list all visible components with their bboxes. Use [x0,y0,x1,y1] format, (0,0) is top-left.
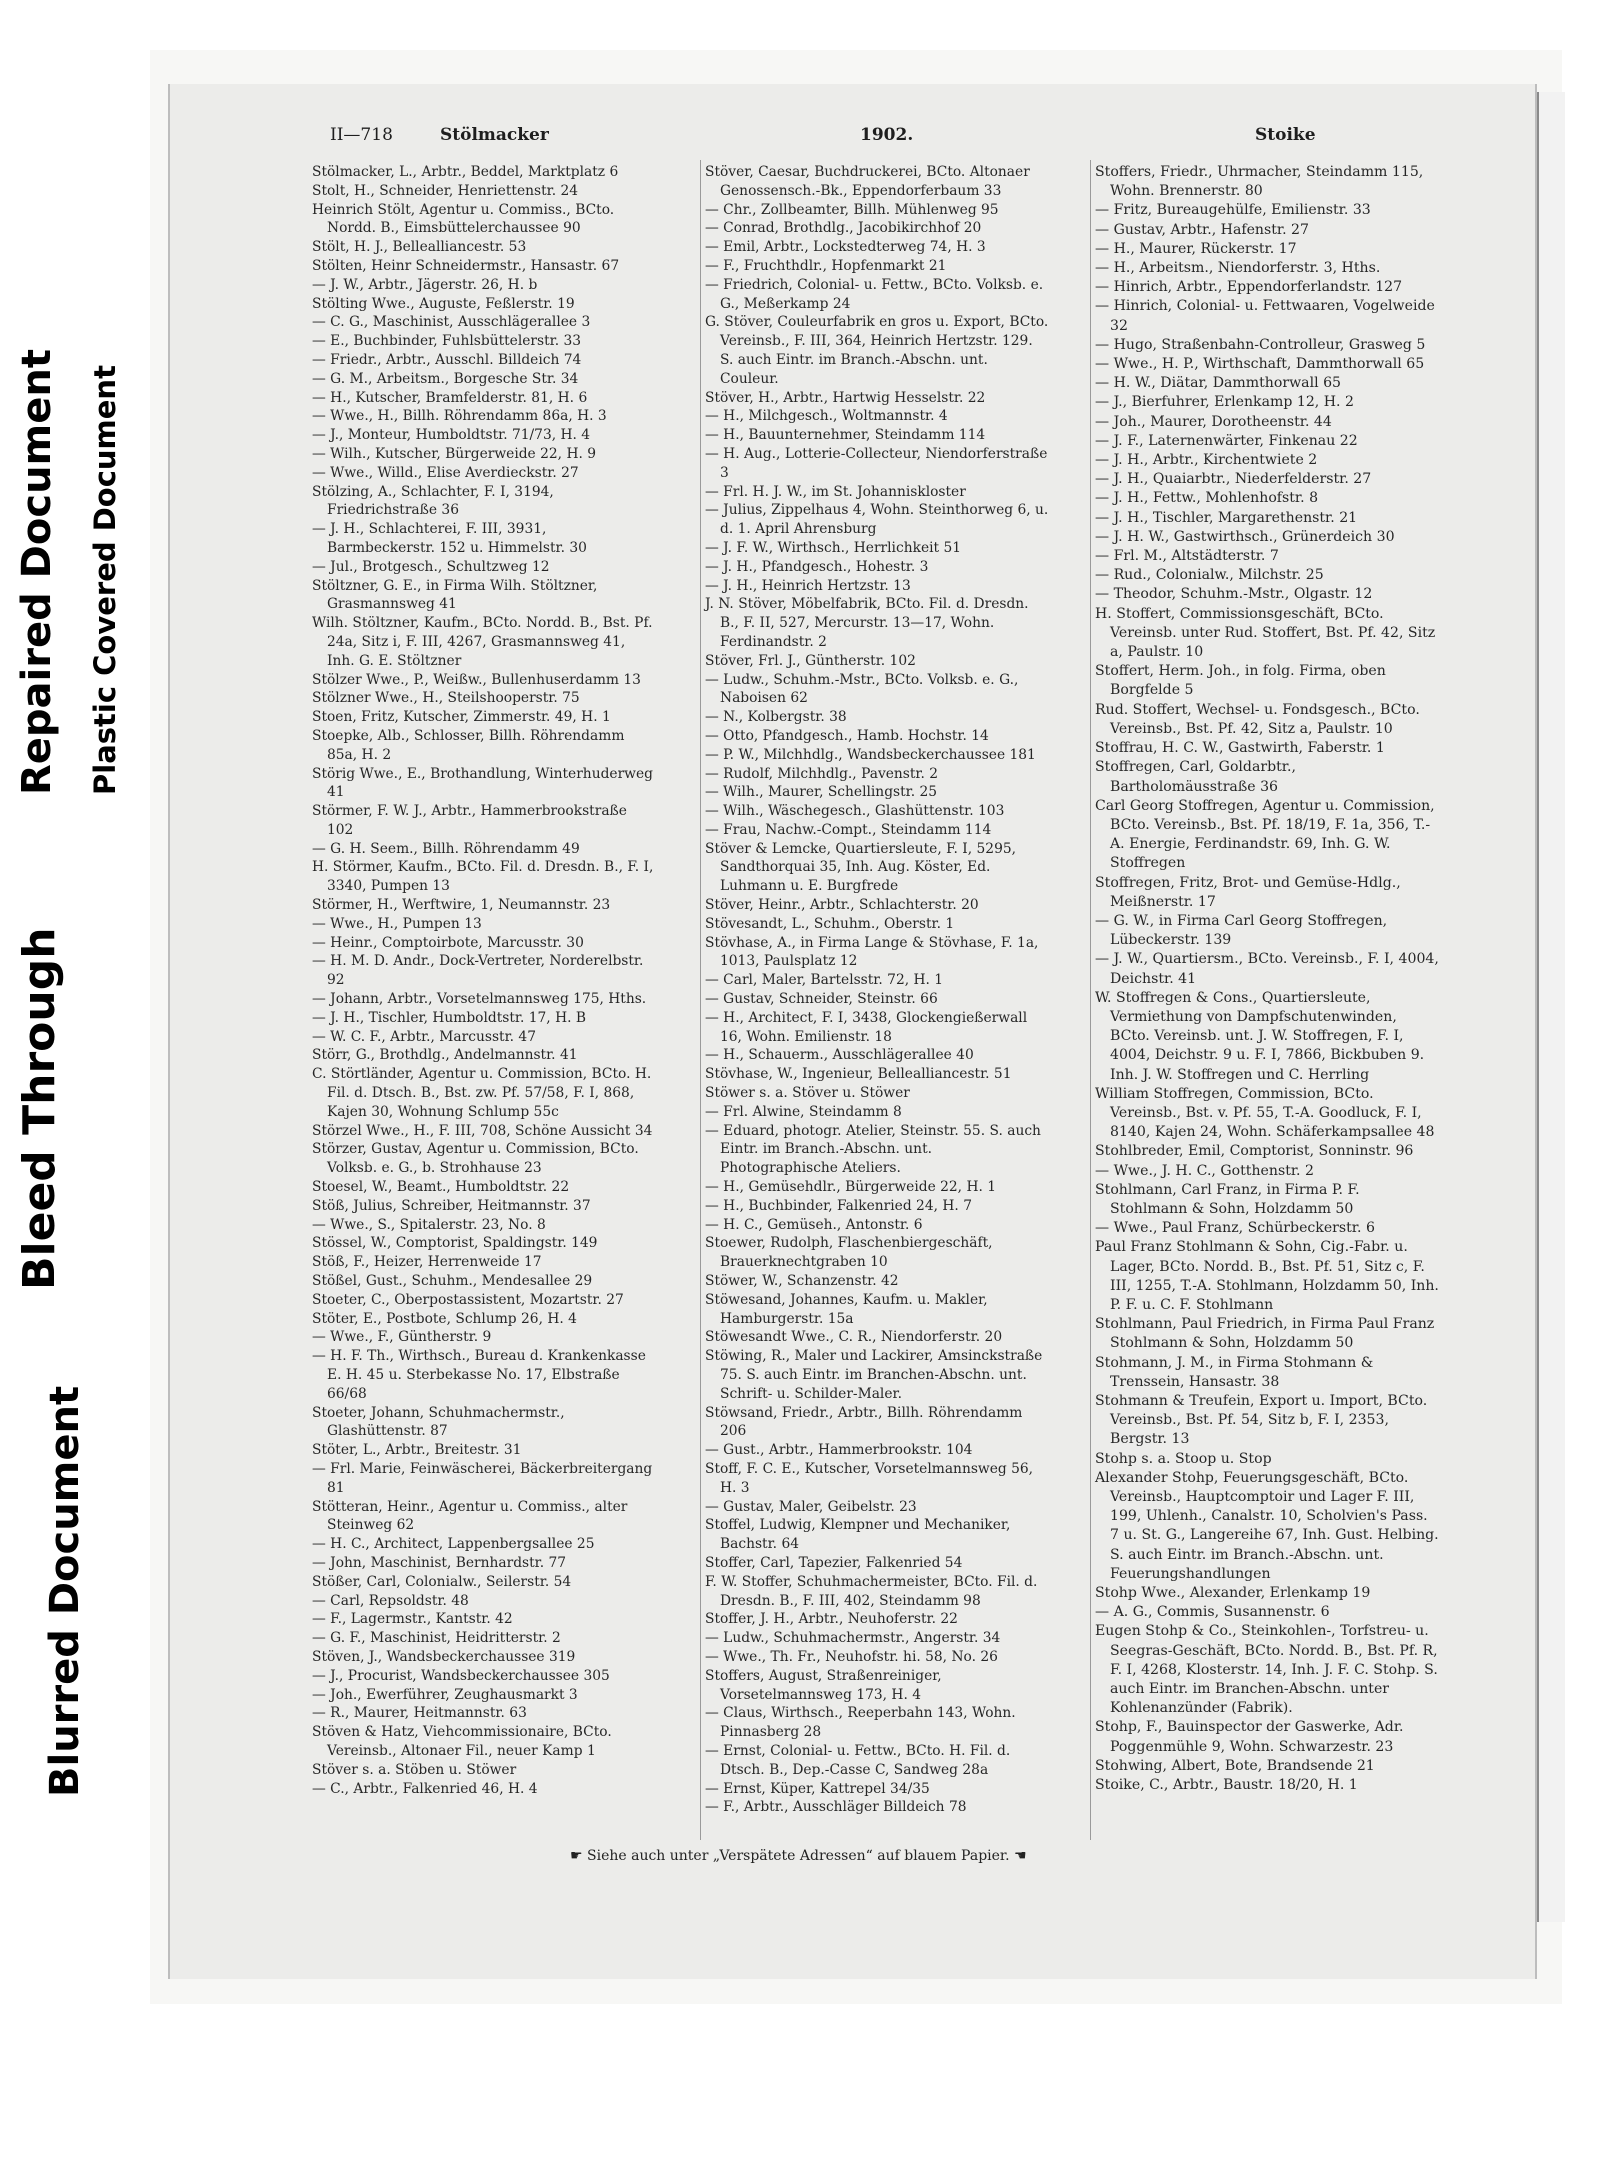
directory-entry: — Frl. M., Altstädterstr. 7 [1095,548,1279,565]
directory-entry: Stöltzner, G. E., in Firma Wilh. Stöltzner, Grasmannsweg 41 [312,577,598,613]
directory-entry: — J. H., Heinrich Hertzstr. 13 [705,577,911,594]
label-bleed-through: Bleed Through [14,927,65,1290]
label-plastic-covered: Plastic Covered Document [88,365,122,795]
directory-entry: Stohp, F., Bauinspector der Gaswerke, Adr. Poggenmühle 9, Wohn. Schwarzestr. 23 [1095,1719,1404,1755]
directory-entry: — Wwe., S., Spitalerstr. 23, No. 8 [312,1216,546,1233]
directory-entry: Stöver, Frl. J., Güntherstr. 102 [705,652,916,669]
directory-entry: Stößer, Carl, Colonialw., Seilerstr. 54 [312,1573,572,1590]
directory-entry: Stöver, Caesar, Buchdruckerei, BCto. Altonaer Genossensch.-Bk., Eppendorferbaum 33 [705,164,1030,199]
directory-entry: Stössel, W., Comptorist, Spaldingstr. 149 [312,1235,598,1252]
next-page-edge [1537,92,1565,1922]
directory-entry: — J. H., Schlachterei, F. III, 3931, Barmbeckerstr. 152 u. Himmelstr. 30 [312,521,587,556]
directory-entry: Stölt, H. J., Bellealliancestr. 53 [312,239,527,256]
directory-entry: Carl Georg Stoffregen, Agentur u. Commission, BCto. Vereinsb., Bst. Pf. 18/19, F. 1a, 356, T.-A. Energie, Ferdinandstr. 69, Inh. G. W. Stoffregen [1095,797,1435,872]
directory-entry: — Jul., Brotgesch., Schultzweg 12 [312,558,550,575]
directory-entry: Störmer, F. W. J., Arbtr., Hammerbrookstraße 102 [312,803,627,838]
directory-entry: Stölmacker, L., Arbtr., Beddel, Marktplatz 6 [312,164,619,180]
directory-entry: Stöwesand, Johannes, Kaufm. u. Makler, Hamburgerstr. 15a [705,1291,988,1327]
directory-entry: Stoesel, W., Beamt., Humboldtstr. 22 [312,1179,570,1196]
label-repaired-document: Repaired Document [14,349,60,795]
directory-entry: — Chr., Zollbeamter, Billh. Mühlenweg 95 [705,201,999,218]
directory-entry: Stohlmann, Carl Franz, in Firma P. F. Stohlmann & Sohn, Holzdamm 50 [1095,1181,1360,1217]
directory-entry: Stölzner Wwe., H., Steilshooperstr. 75 [312,690,580,707]
directory-entry: — Gustav, Schneider, Steinstr. 66 [705,991,938,1008]
directory-entry: William Stoffregen, Commission, BCto. Vereinsb., Bst. v. Pf. 55, T.-A. Goodluck, F. I, 8140, Kajen 24, Wohn. Schäferkampsallee 48 [1095,1085,1435,1141]
directory-entry: Stoepke, Alb., Schlosser, Billh. Röhrendamm 85a, H. 2 [312,727,625,763]
directory-entry: Stölten, Heinr Schneidermstr., Hansastr. 67 [312,257,620,274]
directory-entry: Stöwesandt Wwe., C. R., Niendorferstr. 20 [705,1329,1003,1346]
directory-entry: — H., Buchbinder, Falkenried 24, H. 7 [705,1197,972,1214]
directory-entry: Stoffregen, Fritz, Brot- und Gemüse-Hdlg., Meißnerstr. 17 [1095,874,1401,910]
directory-entry: Stöver & Lemcke, Quartiersleute, F. I, 5295, Sandthorquai 35, Inh. Aug. Köster, Ed. Luhmann u. E. Burgfrede [705,840,1017,895]
directory-entry: J. N. Stöver, Möbelfabrik, BCto. Fil. d. Dresdn. B., F. II, 527, Mercurstr. 13—17, Wohn. Ferdinandstr. 2 [705,596,1029,650]
directory-entry: — Carl, Maler, Bartelsstr. 72, H. 1 [705,972,944,989]
directory-entry: — J., Monteur, Humboldtstr. 71/73, H. 4 [312,427,591,444]
directory-entry: — Fritz, Bureaugehülfe, Emilienstr. 33 [1095,202,1371,219]
directory-entry: Stölzer Wwe., P., Weißw., Bullenhuserdamm 13 [312,671,641,688]
directory-entry: Störzel Wwe., H., F. III, 708, Schöne Aussicht 34 [312,1122,653,1139]
directory-entry: — H. C., Architect, Lappenbergsallee 25 [312,1536,595,1553]
directory-entry: — J. H., Arbtr., Kirchentwiete 2 [1095,452,1318,469]
directory-entry: — Gustav, Arbtr., Hafenstr. 27 [1095,221,1309,238]
directory-entry: — Heinr., Comptoirbote, Marcusstr. 30 [312,934,584,951]
directory-entry: Stoike, C., Arbtr., Baustr. 18/20, H. 1 [1095,1777,1358,1794]
directory-entry: — Gust., Arbtr., Hammerbrookstr. 104 [705,1442,973,1459]
directory-entry: — Wwe., H., Pumpen 13 [312,915,482,932]
directory-entry: Stoff, F. C. E., Kutscher, Vorsetelmannsweg 56, H. 3 [705,1460,1034,1496]
directory-entry: — Theodor, Schuhm.-Mstr., Olgastr. 12 [1095,586,1373,603]
directory-entry: — H., Kutscher, Bramfelderstr. 81, H. 6 [312,389,588,406]
directory-entry: Störr, G., Brothdlg., Andelmannstr. 41 [312,1047,578,1064]
directory-entry: Stoeter, C., Oberpostassistent, Mozartstr. 27 [312,1291,624,1308]
directory-entry: Stöwsand, Friedr., Arbtr., Billh. Röhrendamm 206 [705,1404,1023,1440]
right-keyword: Stoike [1255,125,1316,145]
directory-entry: Stoffert, Herm. Joh., in folg. Firma, oben Borgfelde 5 [1095,663,1386,699]
directory-entry: — H. C., Gemüseh., Antonstr. 6 [705,1216,923,1233]
directory-entry: — Ernst, Colonial- u. Fettw., BCto. H. Fil. d. Dtsch. B., Dep.-Casse C, Sandweg 28a [705,1742,1011,1778]
directory-entry: W. Stoffregen & Cons., Quartiersleute, Vermiethung von Dampfschutenwinden, BCto. Vereinsb. unt. J. W. Stoffregen, F. I, 4004, Deichstr. 9 u. F. I, 7866, Bickbuben 9. Inh. J. W. Stoffregen und C. Herrling [1095,989,1425,1083]
directory-entry: — Wwe., Th. Fr., Neuhofstr. hi. 58, No. 26 [705,1648,998,1665]
directory-column-1 [312,163,657,1798]
directory-entry: — Wilh., Kutscher, Bürgerweide 22, H. 9 [312,445,597,462]
directory-entry: — A. G., Commis, Susannenstr. 6 [1095,1604,1330,1621]
directory-entry: Paul Franz Stohlmann & Sohn, Cig.-Fabr. u. Lager, BCto. Nordd. B., Bst. Pf. 51, Sitz c, F. III, 1255, T.-A. Stohlmann, Holzdamm 50, Inh. P. F. u. C. F. Stohlmann [1095,1239,1439,1313]
directory-entry: — Wwe., H. P., Wirthschaft, Dammthorwall 65 [1095,356,1425,373]
directory-entry: — F., Lagermstr., Kantstr. 42 [312,1611,513,1628]
directory-entry: Stövhase, A., in Firma Lange & Stövhase, F. 1a, 1013, Paulsplatz 12 [705,934,1039,970]
directory-entry: Stohmann & Treufein, Export u. Import, BCto. Vereinsb., Bst. Pf. 54, Sitz b, F. I, 2353, Bergstr. 13 [1095,1393,1428,1448]
directory-entry: — Ernst, Küper, Kattrepel 34/35 [705,1780,930,1797]
directory-entry: — Ludw., Schuhm.-Mstr., BCto. Volksb. e. G., Naboisen 62 [705,671,1019,707]
directory-entry: — J. H., Pfandgesch., Hohestr. 3 [705,558,929,575]
directory-entry: — J., Procurist, Wandsbeckerchaussee 305 [312,1667,610,1684]
directory-entry: — H. M. D. Andr., Dock-Vertreter, Norderelbstr. 92 [312,953,644,989]
directory-entry: — W. C. F., Arbtr., Marcusstr. 47 [312,1028,536,1045]
directory-entry: — E., Buchbinder, Fuhlsbüttelerstr. 33 [312,333,582,350]
directory-entry: C. Störtländer, Agentur u. Commission, BCto. H. Fil. d. Dtsch. B., Bst. zw. Pf. 57/58, F. I, 868, Kajen 30, Wohnung Schlump 55c [312,1066,652,1120]
directory-entry: — J. H. W., Gastwirthsch., Grünerdeich 30 [1095,528,1395,545]
page-header [330,125,1330,155]
label-blurred-document: Blurred Document [42,1385,88,1797]
directory-entry: Eugen Stohp & Co., Steinkohlen-, Torfstreu- u. Seegras-Geschäft, BCto. Nordd. B., Bst. Pf. R, F. I, 4268, Klosterstr. 14, Inh. J. F. C. Stohp. S. auch Eintr. im Branchen-Abschn. unter Kohlenanzünder (Fabrik). [1095,1623,1438,1717]
directory-entry: Stöter, E., Postbote, Schlump 26, H. 4 [312,1310,577,1327]
directory-entry: — H., Architect, F. I, 3438, Glockengießerwall 16, Wohn. Emilienstr. 18 [705,1009,1028,1045]
directory-entry: Stövhase, W., Ingenieur, Bellealliancestr. 51 [705,1066,1012,1083]
directory-entry: G. Stöver, Couleurfabrik en gros u. Export, BCto. Vereinsb., F. III, 364, Heinrich Hertzstr. 129. S. auch Eintr. im Branch.-Abschn. unt. Couleur. [705,314,1049,387]
directory-entry: — C. G., Maschinist, Ausschlägerallee 3 [312,314,591,331]
directory-entry: — Eduard, photogr. Atelier, Steinstr. 55. S. auch Eintr. im Branch.-Abschn. unt. Photographische Ateliers. [705,1122,1041,1177]
directory-entry: — Otto, Pfandgesch., Hamb. Hochstr. 14 [705,727,989,744]
directory-entry: F. W. Stoffer, Schuhmachermeister, BCto. Fil. d. Dresdn. B., F. III, 402, Steindamm 98 [705,1573,1038,1609]
directory-entry: Stoffer, Carl, Tapezier, Falkenried 54 [705,1554,963,1571]
directory-entry: — Frl. H. J. W., im St. Johanniskloster [705,483,966,500]
directory-entry: — Carl, Repsoldstr. 48 [312,1592,469,1609]
directory-entry: H. Stoffert, Commissionsgeschäft, BCto. Vereinsb. unter Rud. Stoffert, Bst. Pf. 42, Sitz a, Paulstr. 10 [1095,605,1436,661]
directory-entry: — G. H. Seem., Billh. Röhrendamm 49 [312,840,580,857]
directory-entry: Stoffregen, Carl, Goldarbtr., Bartholomäusstraße 36 [1095,759,1296,795]
directory-entry: — Julius, Zippelhaus 4, Wohn. Steinthorweg 6, u. d. 1. April Ahrensburg [705,502,1049,538]
directory-entry: — J. W., Quartiersm., BCto. Vereinsb., F. I, 4004, Deichstr. 41 [1095,951,1439,987]
directory-entry: — J. H., Tischler, Margarethenstr. 21 [1095,509,1358,526]
directory-entry: H. Störmer, Kaufm., BCto. Fil. d. Dresdn. B., F. I, 3340, Pumpen 13 [312,859,654,895]
directory-entry: — Gustav, Maler, Geibelstr. 23 [705,1498,917,1515]
directory-entry: Stölting Wwe., Auguste, Feßlerstr. 19 [312,295,575,312]
directory-entry: — G. F., Maschinist, Heidritterstr. 2 [312,1630,561,1647]
directory-entry: Stößel, Gust., Schuhm., Mendesallee 29 [312,1273,593,1290]
directory-entry: — C., Arbtr., Falkenried 46, H. 4 [312,1780,538,1797]
directory-entry: Störzer, Gustav, Agentur u. Commission, BCto. Volksb. e. G., b. Strohhause 23 [312,1141,639,1177]
year: 1902. [860,125,914,145]
directory-entry: Stohp s. a. Stoop u. Stop [1095,1450,1272,1467]
directory-entry: — G. M., Arbeitsm., Borgesche Str. 34 [312,370,579,387]
directory-entry: — R., Maurer, Heitmannstr. 63 [312,1705,527,1722]
directory-column-3 [1095,163,1440,1795]
directory-entry: — Johann, Arbtr., Vorsetelmannsweg 175, Hths. [312,991,647,1008]
directory-entry: — Wwe., Paul Franz, Schürbeckerstr. 6 [1095,1220,1375,1237]
directory-entry: — H., Gemüsehdlr., Bürgerweide 22, H. 1 [705,1179,997,1196]
directory-entry: — Friedr., Arbtr., Ausschl. Billdeich 74 [312,351,582,368]
directory-entry: — H., Schauerm., Ausschlägerallee 40 [705,1047,974,1064]
directory-entry: Stohmann, J. M., in Firma Stohmann & Trenssein, Hansastr. 38 [1095,1354,1374,1390]
directory-entry: — Conrad, Brothdlg., Jacobikirchhof 20 [705,220,982,237]
directory-entry: Stöwing, R., Maler und Lackirer, Amsinckstraße 75. S. auch Eintr. im Branchen-Abschn. unt. Schrift- u. Schilder-Maler. [705,1348,1043,1402]
page-number: II—718 [330,125,393,145]
directory-entry: — Claus, Wirthsch., Reeperbahn 143, Wohn. Pinnasberg 28 [705,1705,1016,1741]
directory-entry: — Hinrich, Colonial- u. Fettwaaren, Vogelweide 32 [1095,298,1435,334]
directory-entry: Stoffrau, H. C. W., Gastwirth, Faberstr. 1 [1095,740,1385,757]
directory-entry: Stoeter, Johann, Schuhmachermstr., Glashüttenstr. 87 [312,1404,565,1440]
directory-entry: Stöwer s. a. Stöver u. Stöwer [705,1085,910,1102]
directory-column-2 [705,163,1050,1817]
directory-entry: — H., Bauunternehmer, Steindamm 114 [705,427,986,444]
column-rule [700,160,701,1840]
column-rule [1090,160,1091,1840]
directory-entry: Stöver, H., Arbtr., Hartwig Hesselstr. 22 [705,389,986,406]
directory-entry: — Hugo, Straßenbahn-Controlleur, Grasweg 5 [1095,336,1426,353]
directory-entry: Stövesandt, L., Schuhm., Oberstr. 1 [705,915,955,932]
directory-entry: — J. F. W., Wirthsch., Herrlichkeit 51 [705,539,962,556]
directory-entry: — H., Maurer, Rückerstr. 17 [1095,240,1297,257]
directory-entry: Stöß, Julius, Schreiber, Heitmannstr. 37 [312,1197,591,1214]
directory-entry: — P. W., Milchhdlg., Wandsbeckerchaussee 181 [705,746,1036,763]
directory-entry: Alexander Stohp, Feuerungsgeschäft, BCto. Vereinsb., Hauptcomptoir und Lager F. III, 199, Uhlenh., Canalstr. 10, Scholvien's Pass. 7 u. St. G., Langereihe 67, Inh. Gust. Helbing. S. auch Eintr. im Branch.-Abschn. unt. Feuerungshandlungen [1095,1469,1439,1582]
directory-entry: — J. W., Arbtr., Jägerstr. 26, H. b [312,276,538,293]
directory-entry: — F., Fruchthdlr., Hopfenmarkt 21 [705,257,947,274]
directory-entry: Stolt, H., Schneider, Henriettenstr. 24 [312,182,579,199]
directory-entry: — Wilh., Wäschegesch., Glashüttenstr. 103 [705,803,1005,820]
directory-entry: — Joh., Maurer, Dorotheenstr. 44 [1095,413,1332,430]
directory-entry: — J., Bierfuhrer, Erlenkamp 12, H. 2 [1095,394,1354,411]
directory-entry: Stöven & Hatz, Viehcommissionaire, BCto. Vereinsb., Altonaer Fil., neuer Kamp 1 [312,1724,612,1759]
directory-entry: — G. W., in Firma Carl Georg Stoffregen, Lübeckerstr. 139 [1095,912,1388,949]
directory-entry: — Friedrich, Colonial- u. Fettw., BCto. Volksb. e. G., Meßerkamp 24 [705,276,1044,312]
directory-entry: — Frau, Nachw.-Compt., Steindamm 114 [705,821,992,838]
directory-entry: Stoffers, August, Straßenreiniger, Vorsetelmannsweg 173, H. 4 [705,1667,942,1703]
directory-entry: — Emil, Arbtr., Lockstedterweg 74, H. 3 [705,239,986,256]
directory-entry: Wilh. Stöltzner, Kaufm., BCto. Nordd. B., Bst. Pf. 24a, Sitz i, F. III, 4267, Grasmannsweg 41, Inh. G. E. Stöltzner [312,615,653,669]
directory-entry: — J. F., Laternenwärter, Finkenau 22 [1095,432,1358,449]
directory-entry: — J. H., Quaiarbtr., Niederfelderstr. 27 [1095,471,1372,488]
directory-entry: Stöß, F., Heizer, Herrenweide 17 [312,1254,542,1271]
directory-entry: — Wwe., Willd., Elise Averdieckstr. 27 [312,464,579,481]
directory-entry: Stoffers, Friedr., Uhrmacher, Steindamm 115, Wohn. Brennerstr. 80 [1095,164,1424,200]
directory-entry: — F., Arbtr., Ausschläger Billdeich 78 [705,1799,967,1816]
degradation-labels [0,0,150,1860]
directory-entry: — H. W., Diätar, Dammthorwall 65 [1095,375,1341,392]
directory-entry: — H. Aug., Lotterie-Collecteur, Niendorferstraße 3 [705,445,1048,481]
directory-entry: — Wwe., F., Güntherstr. 9 [312,1329,492,1346]
directory-entry: Stoewer, Rudolph, Flaschenbiergeschäft, Brauerknechtgraben 10 [705,1235,993,1271]
directory-entry: — N., Kolbergstr. 38 [705,709,847,726]
directory-entry: Stötteran, Heinr., Agentur u. Commiss., alter Steinweg 62 [312,1498,628,1534]
directory-entry: — Wwe., J. H. C., Gotthenstr. 2 [1095,1162,1314,1179]
directory-entry: — Ludw., Schuhmachermstr., Angerstr. 34 [705,1630,1001,1647]
directory-entry: Stohlbreder, Emil, Comptorist, Sonninstr. 96 [1095,1143,1414,1160]
directory-entry: — Frl. Marie, Feinwäscherei, Bäckerbreitergang 81 [312,1460,653,1496]
directory-entry: Störmer, H., Werftwire, 1, Neumannstr. 23 [312,897,611,914]
directory-entry: Störig Wwe., E., Brothandlung, Winterhuderweg 41 [312,765,653,801]
directory-entry: — Wwe., H., Billh. Röhrendamm 86a, H. 3 [312,408,607,425]
directory-entry: Stölzing, A., Schlachter, F. I, 3194, Friedrichstraße 36 [312,483,554,519]
directory-entry: Stöver, Heinr., Arbtr., Schlachterstr. 20 [705,897,979,914]
directory-entry: — Rud., Colonialw., Milchstr. 25 [1095,567,1324,584]
directory-entry: Stoffer, J. H., Arbtr., Neuhoferstr. 22 [705,1611,958,1628]
directory-entry: Heinrich Stölt, Agentur u. Commiss., BCto. Nordd. B., Eimsbüttelerchaussee 90 [312,201,615,237]
directory-entry: — H., Milchgesch., Woltmannstr. 4 [705,408,948,425]
directory-entry: Stohlmann, Paul Friedrich, in Firma Paul Franz Stohlmann & Sohn, Holzdamm 50 [1095,1316,1435,1352]
directory-entry: Stöver s. a. Stöben u. Stöwer [312,1761,517,1778]
directory-entry: — Frl. Alwine, Steindamm 8 [705,1103,902,1120]
directory-entry: — Joh., Ewerführer, Zeughausmarkt 3 [312,1686,578,1703]
footer-note: ☛ Siehe auch unter „Verspätete Adressen“ auf blauem Papier. ☚ [570,1848,1027,1864]
directory-entry: — H. F. Th., Wirthsch., Bureau d. Krankenkasse E. H. 45 u. Sterbekasse No. 17, Elbstraße 66/68 [312,1348,646,1402]
directory-entry: — J. H., Tischler, Humboldtstr. 17, H. B [312,1009,587,1026]
directory-entry: Stohp Wwe., Alexander, Erlenkamp 19 [1095,1585,1371,1602]
directory-entry: Stöwer, W., Schanzenstr. 42 [705,1273,899,1290]
directory-entry: — H., Arbeitsm., Niendorferstr. 3, Hths. [1095,260,1381,277]
left-keyword: Stölmacker [440,125,549,145]
directory-entry: — John, Maschinist, Bernhardstr. 77 [312,1554,567,1571]
directory-entry: Stöven, J., Wandsbeckerchaussee 319 [312,1648,576,1665]
directory-entry: Stöter, L., Arbtr., Breitestr. 31 [312,1442,522,1459]
directory-entry: Stohwing, Albert, Bote, Brandsende 21 [1095,1757,1375,1774]
directory-entry: — Hinrich, Arbtr., Eppendorferlandstr. 127 [1095,279,1403,296]
directory-entry: Stoen, Fritz, Kutscher, Zimmerstr. 49, H. 1 [312,709,611,726]
directory-entry: Rud. Stoffert, Wechsel- u. Fondsgesch., BCto. Vereinsb., Bst. Pf. 42, Sitz a, Paulstr. 10 [1095,701,1420,737]
directory-entry: Stoffel, Ludwig, Klempner und Mechaniker, Bachstr. 64 [705,1517,1011,1553]
directory-entry: — J. H., Fettw., Mohlenhofstr. 8 [1095,490,1319,507]
directory-entry: — Rudolf, Milchhdlg., Pavenstr. 2 [705,765,939,782]
directory-entry: — Wilh., Maurer, Schellingstr. 25 [705,784,938,801]
